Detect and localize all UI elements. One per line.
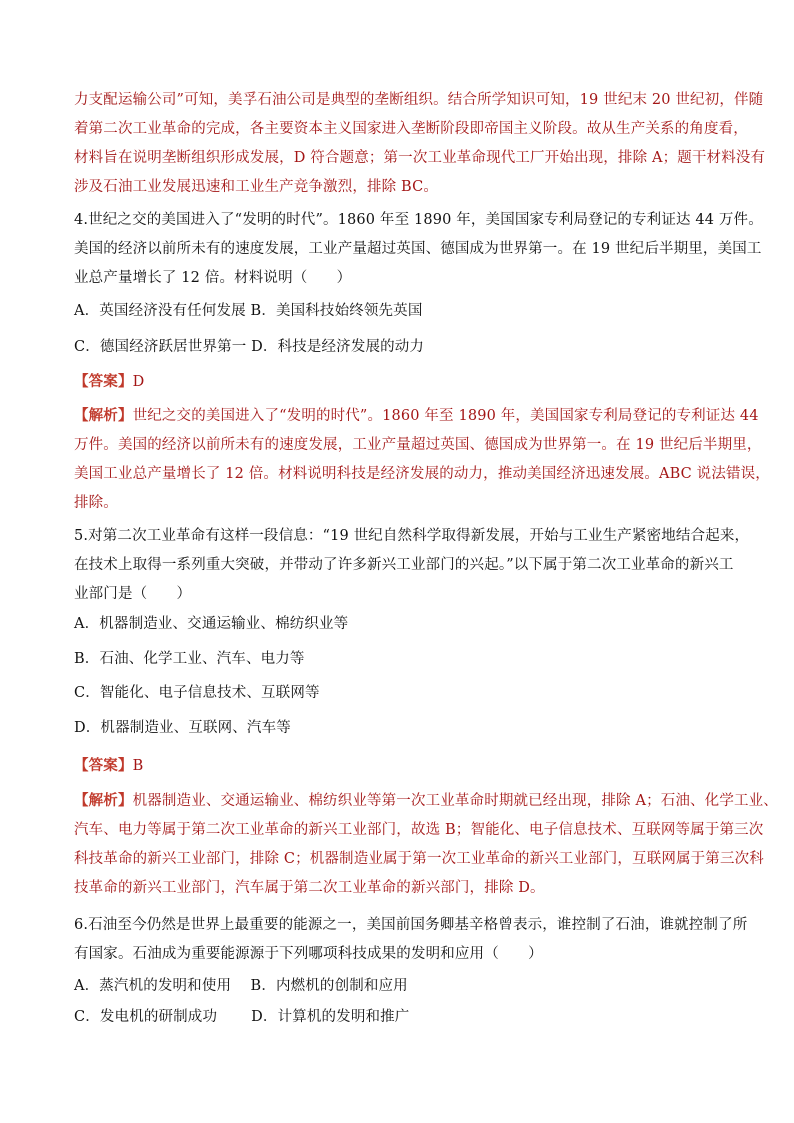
text-line: 6.石油至今仍然是世界上最重要的能源之一，美国前国务卿基辛格曾表示，谁控制了石油，谁就控制了所	[74, 917, 748, 933]
question-4-analysis	[74, 401, 770, 518]
question-5-stem	[74, 522, 750, 609]
text-line: 世纪之交的美国进入了“发明的时代”。1860 年至 1890 年，美国国家专利局登记的专利证达 44	[132, 408, 759, 424]
question-5-answer	[74, 751, 724, 781]
text-line: 科技革命的新兴工业部门，排除 C；机器制造业属于第一次工业革命的新兴工业部门，互联网属于第三次科	[74, 851, 764, 867]
question-4-options	[74, 297, 724, 326]
question-5-analysis	[74, 786, 778, 903]
text-line: 4.世纪之交的美国进入了“发明的时代”。1860 年至 1890 年，美国国家专利局登记的专利证达 44 万件。	[74, 212, 763, 228]
text-line: 机器制造业、交通运输业、棉纺织业等第一次工业革命时期就已经出现，排除 A；石油、化学工业、	[132, 793, 778, 809]
question-4-answer	[74, 367, 724, 397]
question-6-stem	[74, 911, 748, 969]
text-line: 力支配运输公司”可知，美孚石油公司是典型的垄断组织。结合所学知识可知，19 世纪末 20 世纪初，伴随	[74, 92, 764, 108]
question-5-option-d: D．机器制造业、互联网、汽车等	[74, 720, 291, 736]
answer-tag: 【答案】	[74, 373, 133, 390]
question-4-stem	[74, 206, 763, 293]
answer-value: D	[132, 374, 145, 390]
option-line: C．德国经济跃居世界第一 D．科技是经济发展的动力	[74, 339, 425, 355]
text-line: 着第二次工业革命的完成，各主要资本主义国家进入垄断阶段即帝国主义阶段。故从生产关系的角度看，	[74, 121, 748, 137]
text-line: 排除。	[74, 495, 118, 511]
text-line: 涉及石油工业发展迅速和工业生产竞争激烈，排除 BC。	[74, 179, 439, 195]
text-line: 美国的经济以前所未有的速度发展，工业产量超过英国、德国成为世界第一。在 19 世纪后半期里，美国工	[74, 241, 762, 257]
previous-analysis-continued	[74, 86, 766, 202]
text-line: 材料旨在说明垄断组织形成发展，D 符合题意；第一次工业革命现代工厂开始出现，排除 A；题干材料没有	[74, 150, 766, 166]
text-line: 业部门是（ ）	[74, 586, 192, 602]
question-5-option-a: A．机器制造业、交通运输业、棉纺织业等	[74, 616, 349, 632]
question-6-options-row-1: A．蒸汽机的发明和使用 B．内燃机的创制和应用	[74, 978, 408, 994]
text-line: 万件。美国的经济以前所未有的速度发展，工业产量超过英国、德国成为世界第一。在 19 世纪后半期里，	[74, 437, 762, 453]
question-5-option-b: B．石油、化学工业、汽车、电力等	[74, 651, 305, 667]
analysis-tag: 【解析】	[74, 792, 133, 809]
answer-tag: 【答案】	[74, 757, 133, 774]
analysis-tag: 【解析】	[74, 407, 133, 424]
text-line: 有国家。石油成为重要能源源于下列哪项科技成果的发明和应用（ ）	[74, 946, 543, 962]
answer-value: B	[132, 758, 144, 774]
text-line: 汽车、电力等属于第二次工业革命的新兴工业部门，故选 B；智能化、电子信息技术、互联网等属于第三次	[74, 822, 764, 838]
option-line: A．英国经济没有任何发展 B．美国科技始终领先英国	[74, 303, 423, 319]
text-line: 在技术上取得一系列重大突破，并带动了许多新兴工业部门的兴起。”以下属于第二次工业革命的新兴工	[74, 557, 734, 573]
question-5-option-c: C．智能化、电子信息技术、互联网等	[74, 685, 320, 701]
text-line: 美国工业总产量增长了 12 倍。材料说明科技是经济发展的动力，推动美国经济迅速发展。ABC 说法错误，	[74, 466, 770, 482]
text-line: 5.对第二次工业革命有这样一段信息：“19 世纪自然科学取得新发展，开始与工业生产紧密地结合起来，	[74, 528, 750, 544]
text-line: 技革命的新兴工业部门，汽车属于第二次工业革命的新兴部门，排除 D。	[74, 880, 545, 896]
question-4-options	[74, 333, 724, 362]
question-6-options-row-2: C．发电机的研制成功 D．计算机的发明和推广	[74, 1009, 410, 1025]
text-line: 业总产量增长了 12 倍。材料说明（ ）	[74, 270, 352, 286]
